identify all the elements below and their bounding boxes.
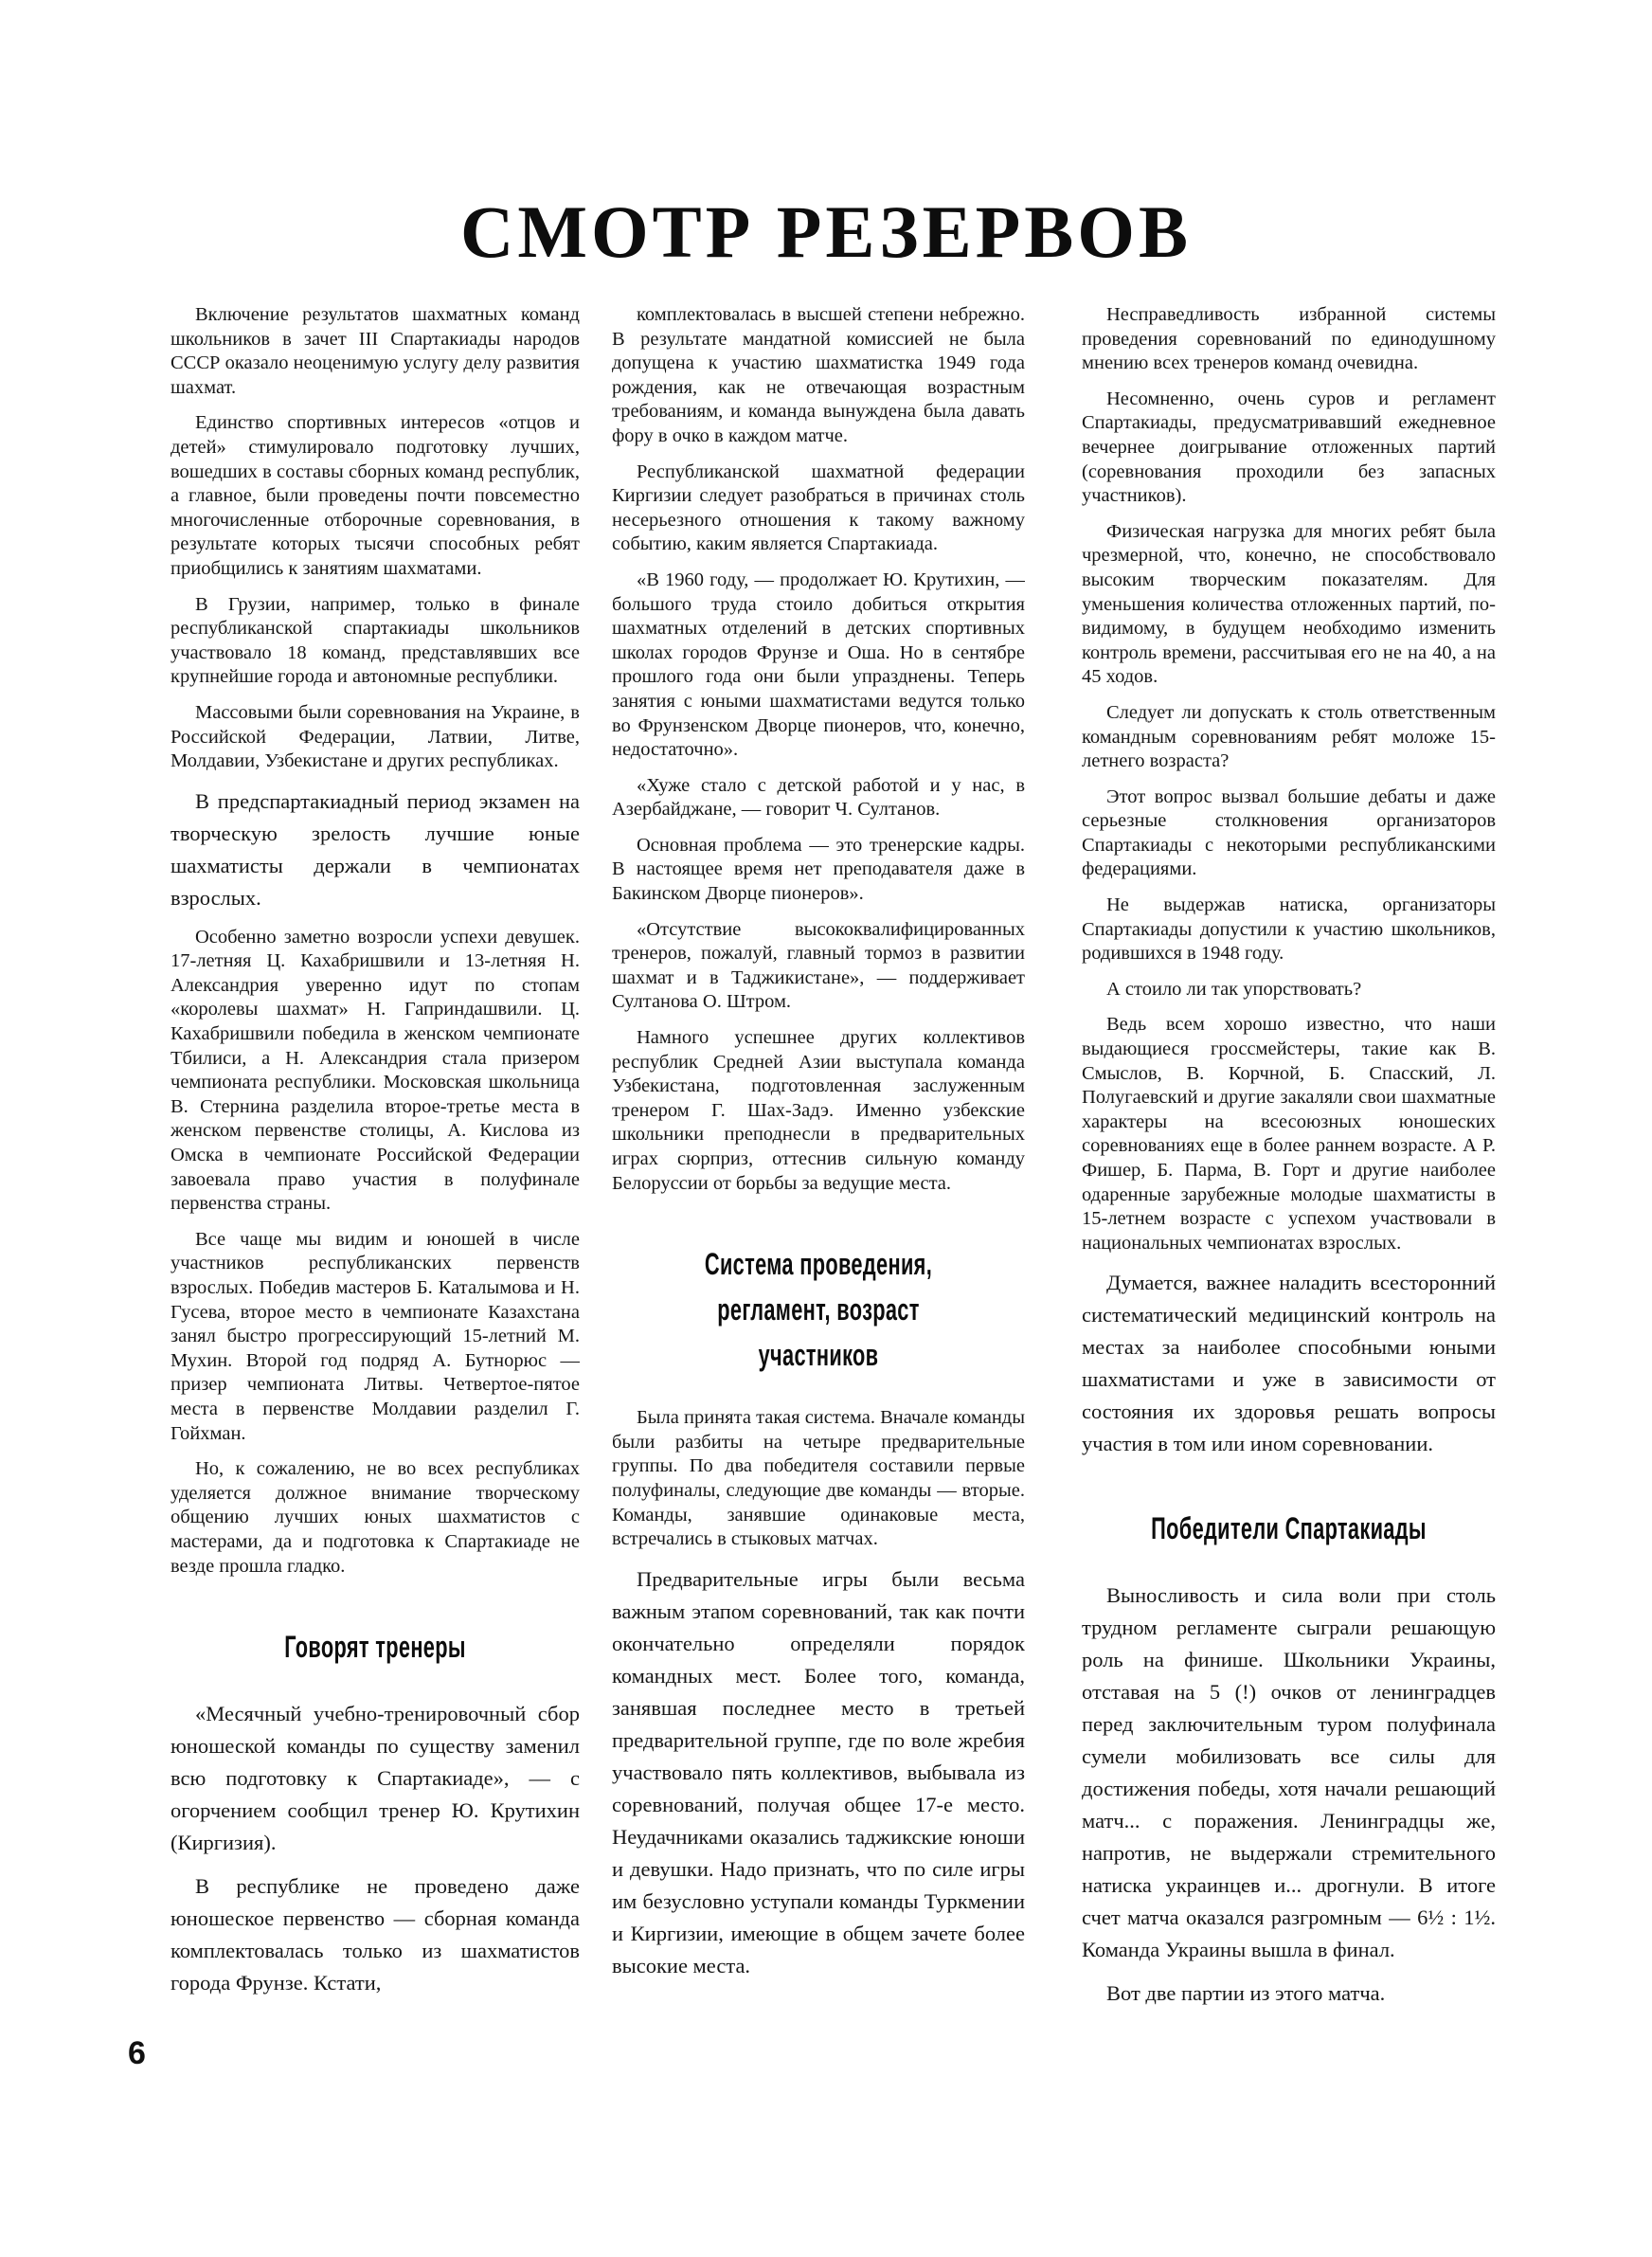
- text-column-3: [1082, 303, 1496, 2037]
- paragraph: Все чаще мы видим и юношей в числе участников республиканских первенств взрослых. Победив мастеров Б. Каталымова и Н. Гусева, второе место в чемпионате Казахстана занял быстро прогрессирующий 15-летний М. Мухин. Второй год подряд А. Бутнорюс — призер чемпионата Литвы. Четвертое-пятое места в первенстве Молдавии разделил Г. Гойхман.: [171, 1228, 580, 1444]
- paragraph: Несправедливость избранной системы проведения соревнований по единодушному мнению всех тренеров команд очевидна.: [1082, 304, 1496, 374]
- page-number: 6: [128, 2035, 146, 2071]
- paragraph: Основная проблема — это тренерские кадры. В настоящее время нет преподавателя даже в Бакинском Дворце пионеров».: [612, 834, 1025, 905]
- paragraph: Выносливость и сила воли при столь трудном регламенте сыграли решающую роль на финише. Школьники Украины, отставая на 5 (!) очков от ленинградцев перед заключительным туром полуфинала сумели мобилизовать все силы для достижения победы, хотя начали решающий матч... с поражения. Ленинградцы же, напротив, не выдержали стремительного натиска украинцев и... дрогнули. В итоге счет матча оказался разгромным — 6½ : 1½. Команда Украины вышла в финал.: [1082, 1583, 1496, 1962]
- paragraph: Не выдержав натиска, организаторы Спартакиады допустили к участию школьников, родившихся в 1948 году.: [1082, 894, 1496, 965]
- paragraph: Предварительные игры были весьма важным этапом соревнований, так как почти окончательно определяли порядок командных мест. Более того, команда, занявшая последнее место в третьей предварительной группе, где по воле жребия участвовало пять коллективов, выбывала из соревнований, получая общее 17-е место. Неудачниками оказались таджикские юноши и девушки. Надо признать, что по силе игры им безусловно уступали команды Туркмении и Киргизии, имеющие в общем зачете более высокие места.: [612, 1566, 1025, 1977]
- paragraph: «Месячный учебно-тренировочный сбор юношеской команды по существу заменил всю подготовку к Спартакиаде», — с огорчением сообщил тренер Ю. Крутихин (Киргизия).: [171, 1702, 580, 1855]
- paragraph: Особенно заметно возросли успехи девушек. 17-летняя Ц. Кахабришвили и 13-летняя Н. Александрия уверенно идут по стопам «королевы шахмат» Н. Гаприндашвили. Ц. Кахабришвили победила в женском чемпионате Тбилиси, а Н. Александрия стала призером чемпионата республики. Московская школьница В. Стернина разделила второе-третье места в женском первенстве столицы, А. Кислова из Омска в чемпионате Российской Федерации завоевала право участия в полуфинале первенства страны.: [171, 926, 580, 1215]
- paragraph: Ведь всем хорошо известно, что наши выдающиеся гроссмейстеры, такие как В. Смыслов, В. Корчной, Б. Спасский, Л. Полугаевский и другие закаляли свои шахматные характеры на всесоюзных юношеских соревнованиях еще в более раннем возрасте. А Р. Фишер, Б. Парма, В. Горт и другие наиболее одаренные зарубежные молодые шахматисты в 15-летнем возрасте с успехом участвовали в национальных чемпионатах взрослых.: [1082, 1014, 1496, 1254]
- paragraph: Физическая нагрузка для многих ребят была чрезмерной, что, конечно, не способствовало высоким творческим показателям. Для уменьшения количества отложенных партий, по-видимому, в будущем необходимо изменить контроль времени, рассчитывая его не на 40, а на 45 ходов.: [1082, 520, 1496, 688]
- paragraph: В предспартакиадный период экзамен на творческую зрелость лучшие юные шахматисты держали в чемпионатах взрослых.: [171, 788, 580, 910]
- paragraph: Вот две партии из этого матча.: [1106, 1981, 1386, 2006]
- paragraph: В Грузии, например, только в финале республиканской спартакиады школьников участвовало 18 команд, представлявших все крупнейшие города и автономные республики.: [171, 593, 580, 688]
- paragraph: «В 1960 году, — продолжает Ю. Крутихин, — большого труда стоило добиться открытия шахматных отделений в детских спортивных школах городов Фрунзе и Оша. Но в сентябре прошлого года они были упразднены. Теперь занятия с юными шахматистами ведутся только во Фрунзенском Дворце пионеров, что, конечно, недостаточно».: [612, 569, 1025, 761]
- paragraph: «Отсутствие высококвалифицированных тренеров, пожалуй, главный тормоз в развитии шахмат и в Таджикистане», — поддерживает Султанова О. Штром.: [612, 918, 1025, 1013]
- text-column-2: [612, 303, 1025, 2037]
- paragraph: Но, к сожалению, не во всех республиках уделяется должное внимание творческому общению лучших юных шахматистов с мастерами, да и подготовка к Спартакиаде не везде прошла гладко.: [171, 1458, 580, 1577]
- paragraph: комплектовалась в высшей степени небрежно. В результате мандатной комиссией не была допущена к участию шахматистка 1949 года рождения, как не отвечающая возрастным требованиям, и команда вынуждена была давать фору в очко в каждом матче.: [612, 304, 1025, 446]
- paragraph: Несомненно, очень суров и регламент Спартакиады, предусматривавший ежедневное вечернее доигрывание отложенных партий (соревнования проходили без запасных участников).: [1082, 388, 1496, 507]
- paragraph: Была принята такая система. Вначале команды были разбиты на четыре предварительные группы. По два победителя составили первые полуфиналы, следующие две команды — вторые. Команды, занявшие одинаковые места, встречались в стыковых матчах.: [612, 1407, 1025, 1550]
- paragraph: Массовыми были соревнования на Украине, в Российской Федерации, Латвии, Литве, Молдавии, Узбекистане и других республиках.: [171, 701, 580, 772]
- paragraph: В республике не проведено даже юношеское первенство — сборная команда комплектовалась только из шахматистов города Фрунзе. Кстати,: [171, 1874, 580, 1995]
- paragraph: Единство спортивных интересов «отцов и детей» стимулировало подготовку лучших, вошедших в составы сборных команд республик, а главное, были проведены почти повсеместно многочисленные отборочные соревнования, в результате которых тысячи способных ребят приобщились к занятиям шахматами.: [171, 412, 580, 579]
- paragraph: Намного успешнее других коллективов республик Средней Азии выступала команда Узбекистана, подготовленная заслуженным тренером Г. Шах-Задэ. Именно узбекские школьники преподнесли в предварительных играх сюрприз, оттеснив сильную команду Белоруссии от борьбы за ведущие места.: [612, 1027, 1025, 1194]
- paragraph: «Хуже стало с детской работой и у нас, в Азербайджане, — говорит Ч. Султанов.: [612, 774, 1025, 821]
- paragraph: Республиканской шахматной федерации Киргизии следует разобраться в причинах столь несерьезного отношения к такому важному событию, каким является Спартакиада.: [612, 460, 1025, 555]
- section-heading-coaches: Говорят тренеры: [284, 1630, 466, 1665]
- section-heading-winners: Победители Спартакиады: [1151, 1511, 1427, 1546]
- text-column-1: [171, 303, 580, 2037]
- paragraph: Следует ли допускать к столь ответственным командным соревнованиям ребят моложе 15-летнего возраста?: [1082, 701, 1496, 772]
- paragraph: Включение результатов шахматных команд школьников в зачет III Спартакиады народов СССР оказало неоценимую услугу делу развития шахмат.: [171, 304, 580, 398]
- paragraph: Этот вопрос вызвал большие дебаты и даже серьезные столкновения организаторов Спартакиады с некоторыми республиканскими федерациями.: [1082, 785, 1496, 880]
- paragraph: А стоило ли так упорствовать?: [1106, 978, 1362, 1000]
- paragraph: Думается, важнее наладить всесторонний систематический медицинский контроль на местах за наиболее способными юными шахматистами и уже в зависимости от состояния их здоровья решать вопросы участия в том или ином соревновании.: [1082, 1271, 1496, 1456]
- section-heading-system: Система проведения, регламент, возраст участников: [704, 1247, 933, 1373]
- article-title: СМОТР РЕЗЕРВОВ: [460, 190, 1192, 273]
